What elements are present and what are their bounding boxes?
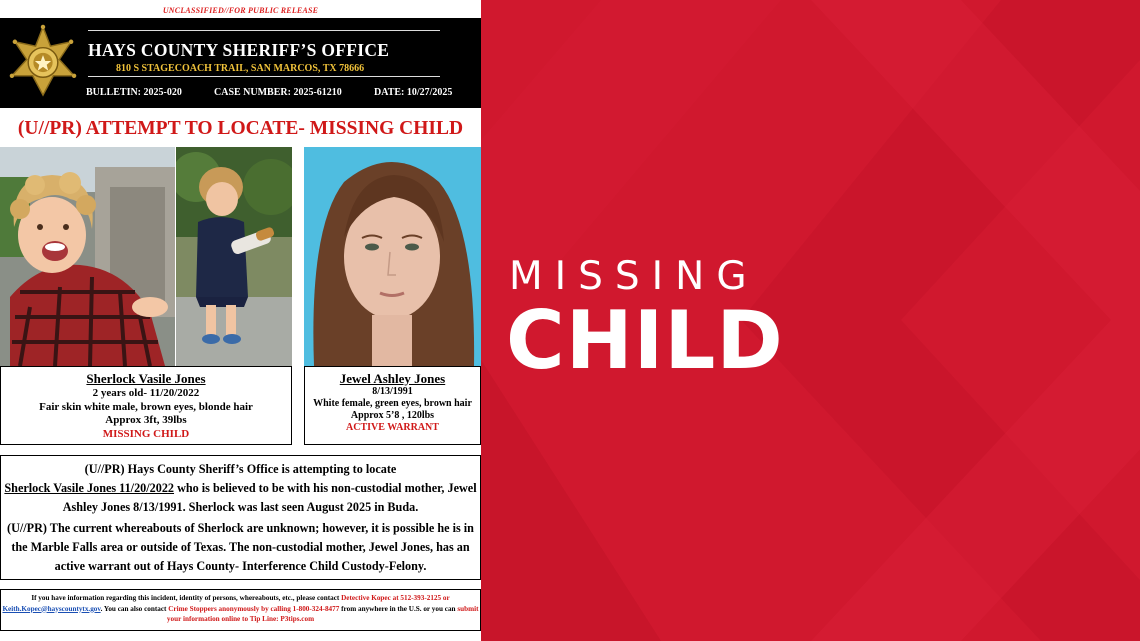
mother-size: Approx 5’8 , 120lbs [350,410,435,421]
narrative-paragraph-2: (U//PR) The current whereabouts of Sherlock are unknown; however, it is possible he is in the Marble Falls area or outside of Texas. The non-custodial mother, Jewel Jones, has an active warrant out of Hays County- Interference Child Custody-Felony. [7,521,474,573]
bulletin-title: (U//PR) ATTEMPT TO LOCATE- MISSING CHILD [17,118,464,139]
bulletin-flyer [0,0,481,641]
agency-name: HAYS COUNTY SHERIFF’S OFFICE [88,40,390,60]
tip-line-contact: submit your information online to Tip Line: P3tips.com [166,604,479,623]
crime-stoppers-contact: Crime Stoppers anonymously by calling 1-800-324-8477 [168,604,340,613]
mother-description: White female, green eyes, brown hair [313,398,472,409]
narrative-intro: (U//PR) Hays County Sheriff’s Office is attempting to locate [84,462,397,476]
contact-box [0,589,481,631]
narrative-child-ref: Sherlock Vasile Jones 11/20/2022 [4,481,175,495]
header-rule-top [88,30,440,31]
contact-text-3: from anywhere in the U.S. or you can [339,604,458,613]
sheriff-badge-icon [6,24,80,98]
narrative-box [0,455,481,580]
child-size: Approx 3ft, 39lbs [105,414,187,426]
mother-details-box [304,366,481,445]
mother-dob: 8/13/1991 [372,386,413,397]
narrative-details: who is believed to be with his non-custodial mother, Jewel Ashley Jones 8/13/1991. Sherlock was last seen August 2025 in Buda. [62,481,477,514]
bulletin-number: BULLETIN: 2025-020 [86,87,182,98]
agency-address: 810 S STAGECOACH TRAIL, SAN MARCOS, TX 78666 [116,63,365,74]
child-photo-robe [176,147,292,366]
narrative-paragraph-1 [3,460,478,517]
contact-intro: If you have information regarding this incident, identity of persons, whereabouts, etc., please contact [31,594,342,602]
classification-banner: UNCLASSIFIED//FOR PUBLIC RELEASE [162,6,319,15]
mother-status: ACTIVE WARRANT [346,422,439,433]
child-name: Sherlock Vasile Jones [86,371,206,386]
bulletin-date: DATE: 10/27/2025 [374,87,453,98]
child-photo-smiling [0,147,175,366]
header-rule-bottom [88,76,440,77]
child-status: MISSING CHILD [102,427,190,440]
contact-text-2: . You can also contact [100,604,169,613]
headline-missing: MISSING [509,254,759,299]
headline-child: CHILD [506,294,784,387]
mother-name: Jewel Ashley Jones [339,371,446,386]
detective-contact: Detective Kopec at 512-393-2125 or [341,594,450,602]
missing-child-graphic [481,0,1140,641]
agency-header [0,18,481,108]
mother-photo [304,147,481,366]
child-description: Fair skin white male, brown eyes, blonde hair [39,400,253,413]
child-age: 2 years old- 11/20/2022 [92,387,200,399]
case-number: CASE NUMBER: 2025-61210 [214,87,342,98]
detective-email-link[interactable]: Keith.Kopec@hayscountytx.gov [2,604,101,613]
child-details-box [0,366,292,445]
